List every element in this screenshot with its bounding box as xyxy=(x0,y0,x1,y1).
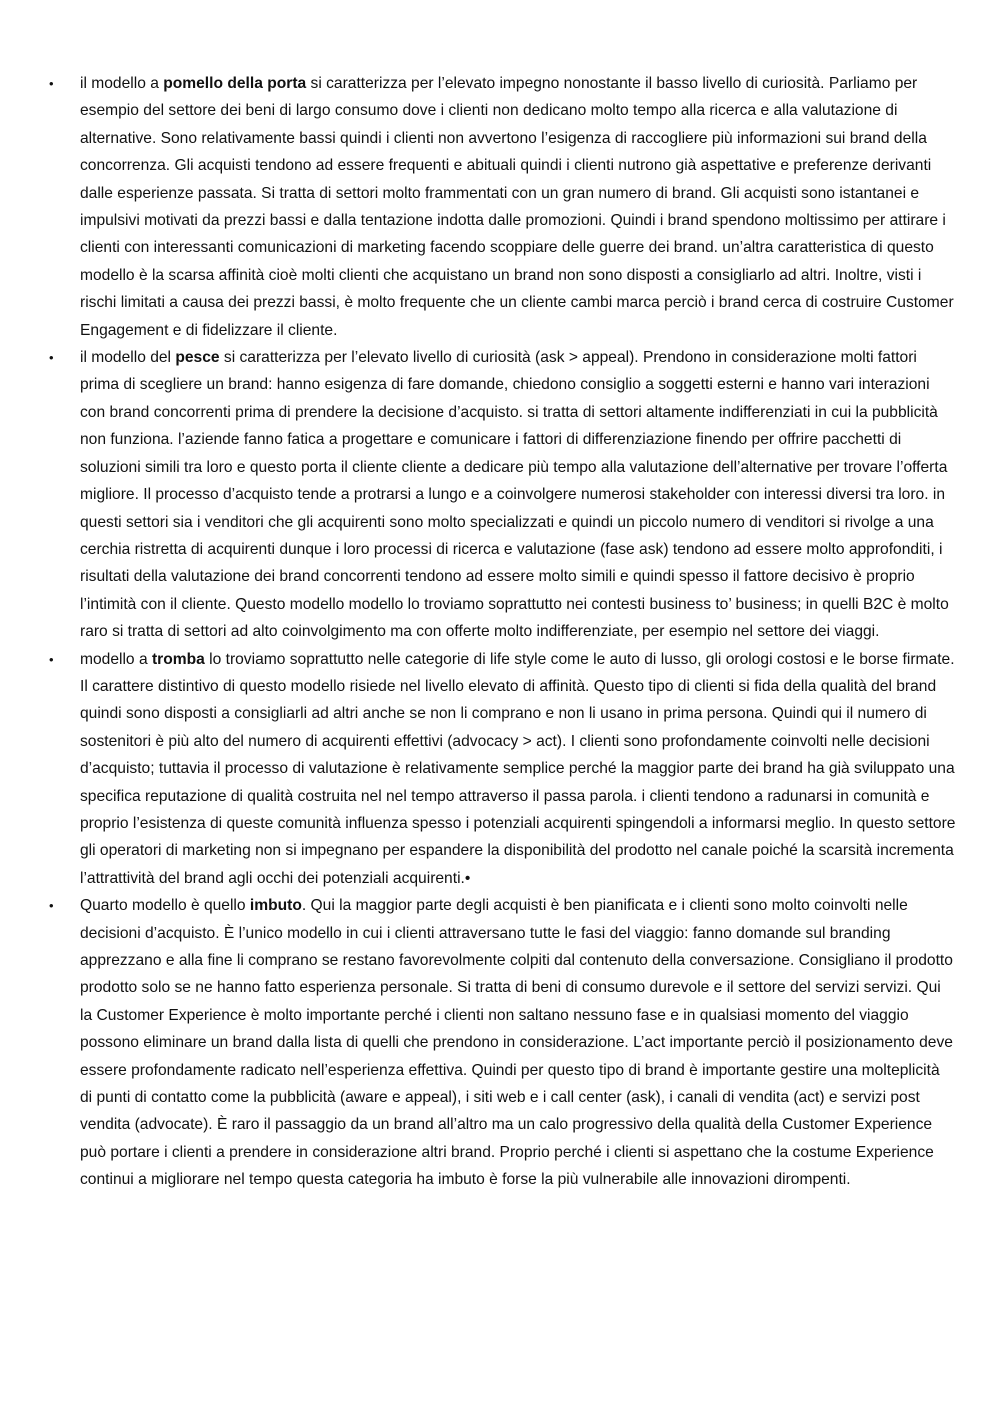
paragraph-text xyxy=(80,349,949,640)
document-page xyxy=(0,70,1000,1194)
model-term: pomello della porta xyxy=(163,75,307,92)
paragraph-lead: il modello del xyxy=(80,349,176,367)
list-item-imbuto xyxy=(0,892,1000,1193)
paragraph-lead: modello a xyxy=(80,650,152,668)
list-item-tromba xyxy=(0,646,1000,893)
paragraph-body: si caratterizza per l’elevato livello di curiosità (ask > appeal). Prendono in considerazione molti fattori prima di scegliere un brand: hanno esigenza di fare domande, chiedono consiglio a soggetti esterni e hanno vari interazioni con brand concorrenti prima di prendere la decisione d’acquisto. si tratta di settori altamente indifferenziati in cui la pubblicità non funziona. l’aziende fanno fatica a progettare e comunicare i fattori di differenziazione finendo per offrire pacchetti di soluzioni simili tra loro e questo porta il cliente cliente a dedicare più tempo alla valutazione dell’alternative per trovare l’offerta migliore. Il processo d’acquisto tende a protrarsi a lungo e a coinvolgere numerosi stakeholder con interessi diversi tra loro. in questi settori sia i venditori che gli acquirenti sono molto specializzati e quindi un piccolo numero di venditori si rivolge a una cerchia ristretta di acquirenti dunque i loro processi di ricerca e valutazione (fase ask) tendono ad essere molto approfonditi, i risultati della valutazione dei brand concorrenti tendono ad essere molto simili e quindi spesso il fattore decisivo è proprio l’intimità con il cliente. Questo modello modello lo troviamo soprattutto nei contesti business to’ business; in quelli B2C è molto raro si tratta di settori ad alto coinvolgimento ma con offerte molto indifferenziate, per esempio nel settore dei viaggi. xyxy=(80,349,949,641)
model-term: tromba xyxy=(151,650,205,668)
paragraph-body: . Qui la maggior parte degli acquisti è ben pianificata e i clienti sono molto coinvolti nelle decisioni d’acquisto. È l’unico modello in cui i clienti attraversano tutte le fasi del viaggio: fanno domande sul branding apprezzano e alla fine li comprano se restano favorevolmente colpiti dal contenuto della conversazione. Consigliano il prodotto prodotto solo se ne hanno fatto esperienza personale. Si tratta di beni di consumo durevole e il settore del servizi servizi. Qui la Customer Experience è molto importante perché i clienti non saltano nessuno fase e in qualsiasi momento del viaggio possono eliminare un brand dalla lista di quelli che prendono in considerazione. L’act importante perciò il posizionamento deve essere profondamente radicato nell’esperienza effettiva. Quindi per questo tipo di brand è importante gestire una molteplicità di punti di contatto come la pubblicità (aware e appeal), i siti web e i call center (ask), i canali di vendita (act) e servizi post vendita (advocate). È raro il passaggio da un brand all’altro ma un calo progressivo della qualità della Customer Experience può portare i clienti a prendere in considerazione altri brand. Proprio perché i clienti si aspettano che la costume Experience continui a migliorare nel tempo questa categoria ha imbuto è forse la più vulnerabile alle innovazioni dirompenti. xyxy=(80,897,953,1189)
model-term: pesce xyxy=(175,349,220,367)
list-item-pomello xyxy=(0,70,1000,344)
paragraph-lead: il modello a xyxy=(80,75,164,92)
bullet-marker: • xyxy=(49,76,54,91)
paragraph-text xyxy=(80,897,953,1188)
paragraph-body: lo troviamo soprattutto nelle categorie di life style come le auto di lusso, gli orologi costosi e le borse firmate. Il carattere distintivo di questo modello risiede nel livello elevato di affinità. Questo tipo di clienti si fida della qualità del brand quindi sono disposti a consigliarli ad altri anche se non li comprano e non li usano in prima persona. Quindi qui il numero di sostenitori è più alto del numero di acquirenti effettivi (advocacy > act). I clienti sono profondamente coinvolti nelle decisioni d’acquisto; tuttavia il processo di valutazione è relativamente semplice perché la maggior parte dei brand ha già sviluppato una specifica reputazione di qualità costruita nel nel tempo attraverso il passa parola. i clienti tendono a radunarsi in comunità e proprio l’esistenza di queste comunità influenza spesso i potenziali acquirenti spingendoli a informarsi meglio. In questo settore gli operatori di marketing non si impegnano per espandere la disponibilità del prodotto nel canale poiché la scarsità incrementa l’attrattività del brand agli occhi dei potenziali acquirenti.• xyxy=(80,650,956,887)
paragraph-lead: Quarto modello è quello xyxy=(80,897,250,915)
bullet-marker: • xyxy=(49,898,54,914)
bullet-marker: • xyxy=(49,651,54,667)
paragraph-text xyxy=(80,651,955,887)
list-item-pesce xyxy=(0,344,1000,645)
paragraph-text xyxy=(80,75,954,339)
paragraph-body: si caratterizza per l’elevato impegno nonostante il basso livello di curiosità. Parliamo per esempio del settore dei beni di largo consumo dove i clienti non dedicano molto tempo alla ricerca e alla valutazione di alternative. Sono relativamente bassi quindi i clienti non avvertono l’esigenza di raccogliere più informazioni sui brand della concorrenza. Gli acquisti tendono ad essere frequenti e abituali quindi i clienti nutrono già aspettative e preferenze derivanti dalle esperienze passata. Si tratta di settori molto frammentati con un gran numero di brand. Gli acquisti sono istantanei e impulsivi motivati da prezzi bassi e dalla tentazione indotta dalle promozioni. Quindi i brand spendono moltissimo per attirare i clienti con interessanti comunicazioni di marketing facendo scoppiare delle guerre dei brand. un’altra caratteristica di questo modello è la scarsa affinità cioè molti clienti che acquistano un brand non sono disposti a consigliarlo ad altri. Inoltre, visti i rischi limitati a causa dei prezzi bassi, è molto frequente che un cliente cambi marca perciò i brand cerca di costruire Customer Engagement e di fidelizzare il cliente. xyxy=(80,75,954,339)
bullet-marker: • xyxy=(49,350,54,366)
model-term: imbuto xyxy=(249,897,302,915)
